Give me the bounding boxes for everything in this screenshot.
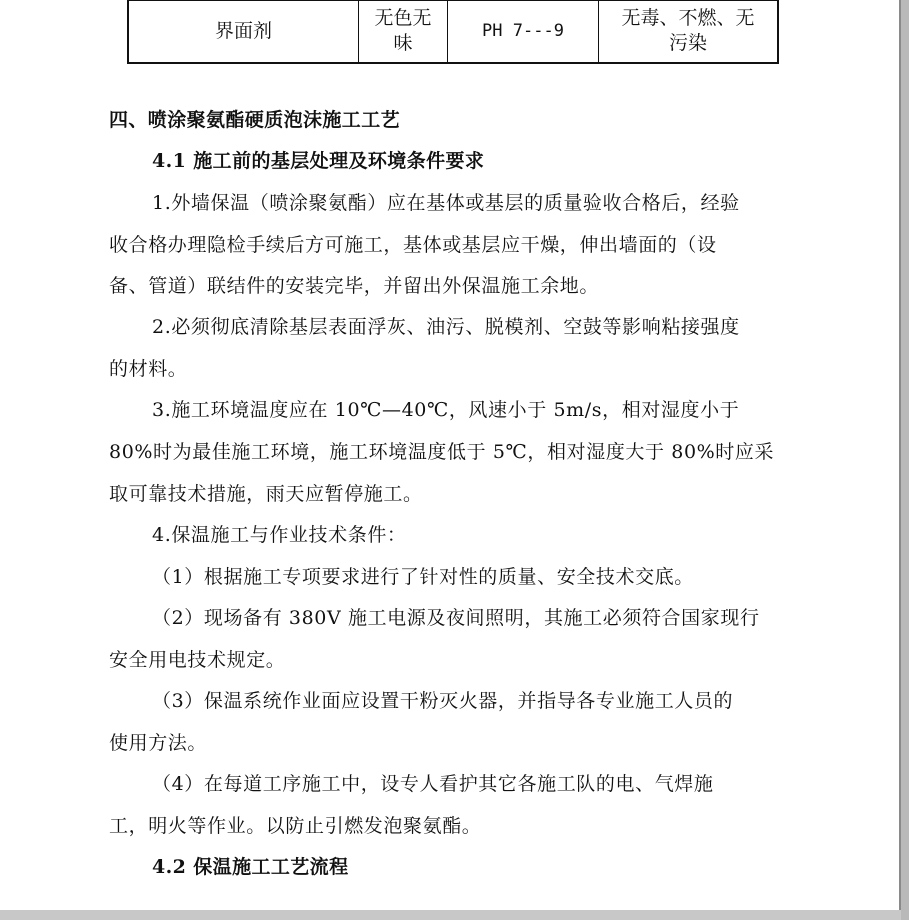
section-title: 四、喷涂聚氨酯硬质泡沫施工工艺 (109, 109, 401, 131)
list-item-2-line-1: （2）现场备有 380V 施工电源及夜间照明，其施工必须符合国家现行 (152, 607, 760, 629)
paragraph-3-line-2: 80%时为最佳施工环境，施工环境温度低于 5℃，相对湿度大于 80%时应采 (109, 441, 775, 463)
paragraph-1-line-3: 备、管道）联结件的安装完毕，并留出外保温施工余地。 (109, 275, 600, 297)
table-cell-property (599, 1, 779, 63)
list-item-4-line-1: （4）在每道工序施工中，设专人看护其它各施工队的电、气焊施 (152, 773, 714, 795)
cell-text-line-2: 味 (393, 32, 413, 55)
list-item-3-line-1: （3）保温系统作业面应设置干粉灭火器，并指导各专业施工人员的 (152, 690, 734, 712)
list-item-2-line-2: 安全用电技术规定。 (109, 649, 286, 671)
material-spec-table (127, 0, 779, 64)
list-item-1: （1）根据施工专项要求进行了针对性的质量、安全技术交底。 (152, 566, 694, 588)
cell-text: PH 7---9 (482, 20, 564, 41)
paragraph-2-line-1: 2.必须彻底清除基层表面浮灰、油污、脱模剂、空鼓等影响粘接强度 (152, 316, 740, 338)
cell-text-line-2: 污染 (668, 32, 707, 55)
paragraph-1-line-2: 收合格办理隐检手续后方可施工，基体或基层应干燥，伸出墙面的（设 (109, 234, 717, 256)
paragraph-3-line-3: 取可靠技术措施，雨天应暂停施工。 (109, 483, 423, 505)
table-cell-name (128, 1, 359, 63)
paragraph-2-line-2: 的材料。 (109, 358, 188, 380)
cell-text-line-1: 无毒、不燃、无 (621, 7, 755, 30)
table-cell-ph (448, 1, 599, 63)
subsection-title-4-1: 4.1 施工前的基层处理及环境条件要求 (152, 150, 485, 172)
list-item-3-line-2: 使用方法。 (109, 732, 208, 754)
paragraph-1-line-1: 1.外墙保温（喷涂聚氨酯）应在基体或基层的质量验收合格后，经验 (152, 192, 740, 214)
table-cell-color-odor (359, 1, 448, 63)
list-item-4-line-2: 工，明火等作业。以防止引燃发泡聚氨酯。 (109, 815, 482, 837)
page-edge-bottom (0, 910, 901, 920)
table-row (128, 1, 778, 63)
paragraph-4: 4.保温施工与作业技术条件： (152, 524, 407, 546)
cell-text: 界面剂 (214, 19, 272, 42)
page-edge-right (901, 0, 909, 920)
cell-text-line-1: 无色无 (374, 7, 432, 30)
subsection-title-4-2: 4.2 保温施工工艺流程 (152, 856, 349, 878)
paragraph-3-line-1: 3.施工环境温度应在 10℃—40℃，风速小于 5m/s，相对湿度小于 (152, 399, 740, 421)
